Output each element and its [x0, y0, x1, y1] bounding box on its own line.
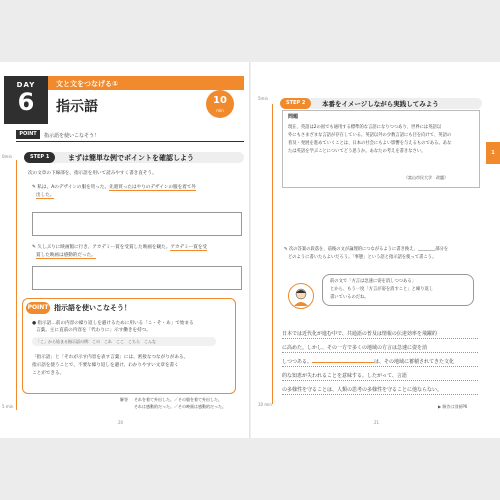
- page-gutter: [249, 62, 251, 438]
- example2-underlined-cont: 賞した映画は感動的だった。: [36, 253, 96, 258]
- timer-unit: min: [216, 108, 224, 113]
- essay-line-6: の多様性を守ることは、人類の思考の多様性を守ることに他ならない。: [282, 386, 478, 395]
- page-number-left: 20: [118, 420, 124, 425]
- point-box-title: 指示語を使いこなそう！: [54, 304, 131, 312]
- instruction-text: 次の文章の下線部を、指示語を用いて読みやすく書き直そう。: [28, 171, 157, 176]
- problem-title: 問題: [288, 114, 299, 120]
- task-line-2: どのように書いたらよいだろう。「事態」という語と指示語を使って書こう。: [288, 255, 437, 260]
- point-summary: 指示語を使いこなそう！: [44, 133, 100, 139]
- divider: [16, 141, 244, 142]
- example1-line: [32, 184, 196, 191]
- example1-text: ✎ 私は、Aのデザインの服を買った。: [32, 185, 110, 190]
- point-text-5: ことができる。: [32, 371, 65, 376]
- step2-heading: 本番をイメージしながら実践してみよう: [322, 100, 439, 108]
- chapter-side-tab: 1: [486, 142, 500, 164]
- problem-line-3: 普及・発展を進めていくことは、日本の社会にもよい影響を与えるものである。あな: [288, 141, 452, 146]
- essay-line-4: は、その地域に蓄積されてきた文化: [374, 359, 455, 365]
- problem-line-2: 外にもさまざまな言語が存在している。英語以外の少数言語にも目を向けて、英語の: [288, 133, 452, 138]
- point-tag: POINT: [16, 130, 40, 139]
- time-ruler-right: [272, 104, 273, 404]
- problem-source: （富山市民大学 改題）: [404, 175, 448, 180]
- point-badge: POINT: [26, 302, 50, 314]
- problem-line-1: 現在、英語は2の国でも通用する標準的な言語になりつつあり、世界には英語以: [288, 125, 442, 130]
- point-text-2: 言葉。主に直前の内容を「代わりに」示す働きを持つ。: [36, 328, 151, 333]
- example1-underlined: 先週買ったはやりのデザインの服を着て外: [109, 185, 197, 190]
- example1-cont: [36, 192, 54, 199]
- example2-text: ✎ 久しぶりに映画館に行き、アカデミー賞を受賞した映画を観た。: [32, 245, 171, 250]
- page-number-right: 21: [374, 420, 380, 425]
- example2-cont: [36, 252, 96, 259]
- day-badge: [4, 76, 48, 124]
- point-example-note: 「こ」から始まる指示語の例：この これ ここ こちら こんな: [32, 337, 216, 346]
- ruler-start-label: 0min: [2, 154, 13, 159]
- essay-blank[interactable]: [312, 362, 374, 363]
- chapter-subtitle: 文と文をつなげる①: [56, 80, 118, 88]
- student-head-icon: [289, 284, 313, 308]
- timer-badge: [206, 90, 234, 118]
- task-line-1: ✎ 次の答案の段落を、前後の文が論理的につながるように書き換え、________部分を: [284, 247, 449, 252]
- essay-line-2: に高めた。しかし、その一方で多くの地域の方言は急速に姿を消: [282, 344, 478, 353]
- step1-heading: まずは簡単な例でポイントを確認しよう: [68, 154, 194, 162]
- student-avatar: [288, 283, 314, 309]
- answer-box-2[interactable]: [32, 266, 242, 290]
- bubble-line-1: 前の文で「方言は急速に姿を消しつつある」: [330, 279, 416, 284]
- example2-line: [32, 244, 207, 251]
- time-ruler: [16, 160, 17, 410]
- essay-line-3-row: [282, 358, 478, 367]
- day-label: DAY: [16, 81, 36, 89]
- essay-line-1: 日本では近代化が進む中で、共通語の普及は情報の伝達効率を飛躍的: [282, 330, 478, 339]
- essay-line-5: 的な知恵が失われることを意味する。したがって、言語: [282, 372, 478, 381]
- example2-underlined: アカデミー賞を受: [170, 245, 208, 250]
- answer-1: それを着て外出した。／その服を着て外出した。: [134, 397, 222, 402]
- point-text-3: 「指示語」と「それが示す内容を表す言葉」には、密接なつながりがある。: [32, 355, 189, 360]
- answer-2: それは感動的だった。／その映画は感動的だった。: [134, 404, 226, 409]
- essay-line-3: しつつある。: [282, 359, 313, 365]
- problem-line-4: たは英語を学ぶことについてどう思うか。あなたの考えを書きなさい。: [288, 149, 426, 154]
- answer-box-1[interactable]: [32, 212, 242, 236]
- answer-reference: ▶ 解答は別冊P6: [438, 404, 468, 409]
- example1-underlined-cont: 出した。: [36, 193, 55, 198]
- step2-pill: STEP 2: [280, 98, 311, 109]
- step1-pill: STEP 1: [24, 152, 55, 163]
- point-text-4: 指示語を使うことで、不要な繰り返しを避け、わかりやすい文章を書く: [32, 363, 179, 368]
- point-text-1: ● 指示語…前の内容の繰り返しを避けるために用いる「こ・そ・あ」で始まる: [32, 321, 194, 326]
- bubble-line-3: 書いているのだね。: [330, 295, 369, 300]
- bubble-line-2: とから、もう一度「方言が姿を消すこと」と繰り返し: [330, 287, 434, 292]
- book-spread: [0, 62, 500, 438]
- page-title: 指示語: [56, 99, 98, 115]
- timer-value: 10: [213, 95, 227, 106]
- day-number: 6: [17, 88, 35, 116]
- ruler-end-label-right: 10 min: [258, 402, 272, 407]
- ruler-end-label: 5 min: [2, 404, 14, 409]
- answer-label: 解答: [120, 397, 128, 402]
- ruler-start-label-right: 5min: [258, 96, 269, 101]
